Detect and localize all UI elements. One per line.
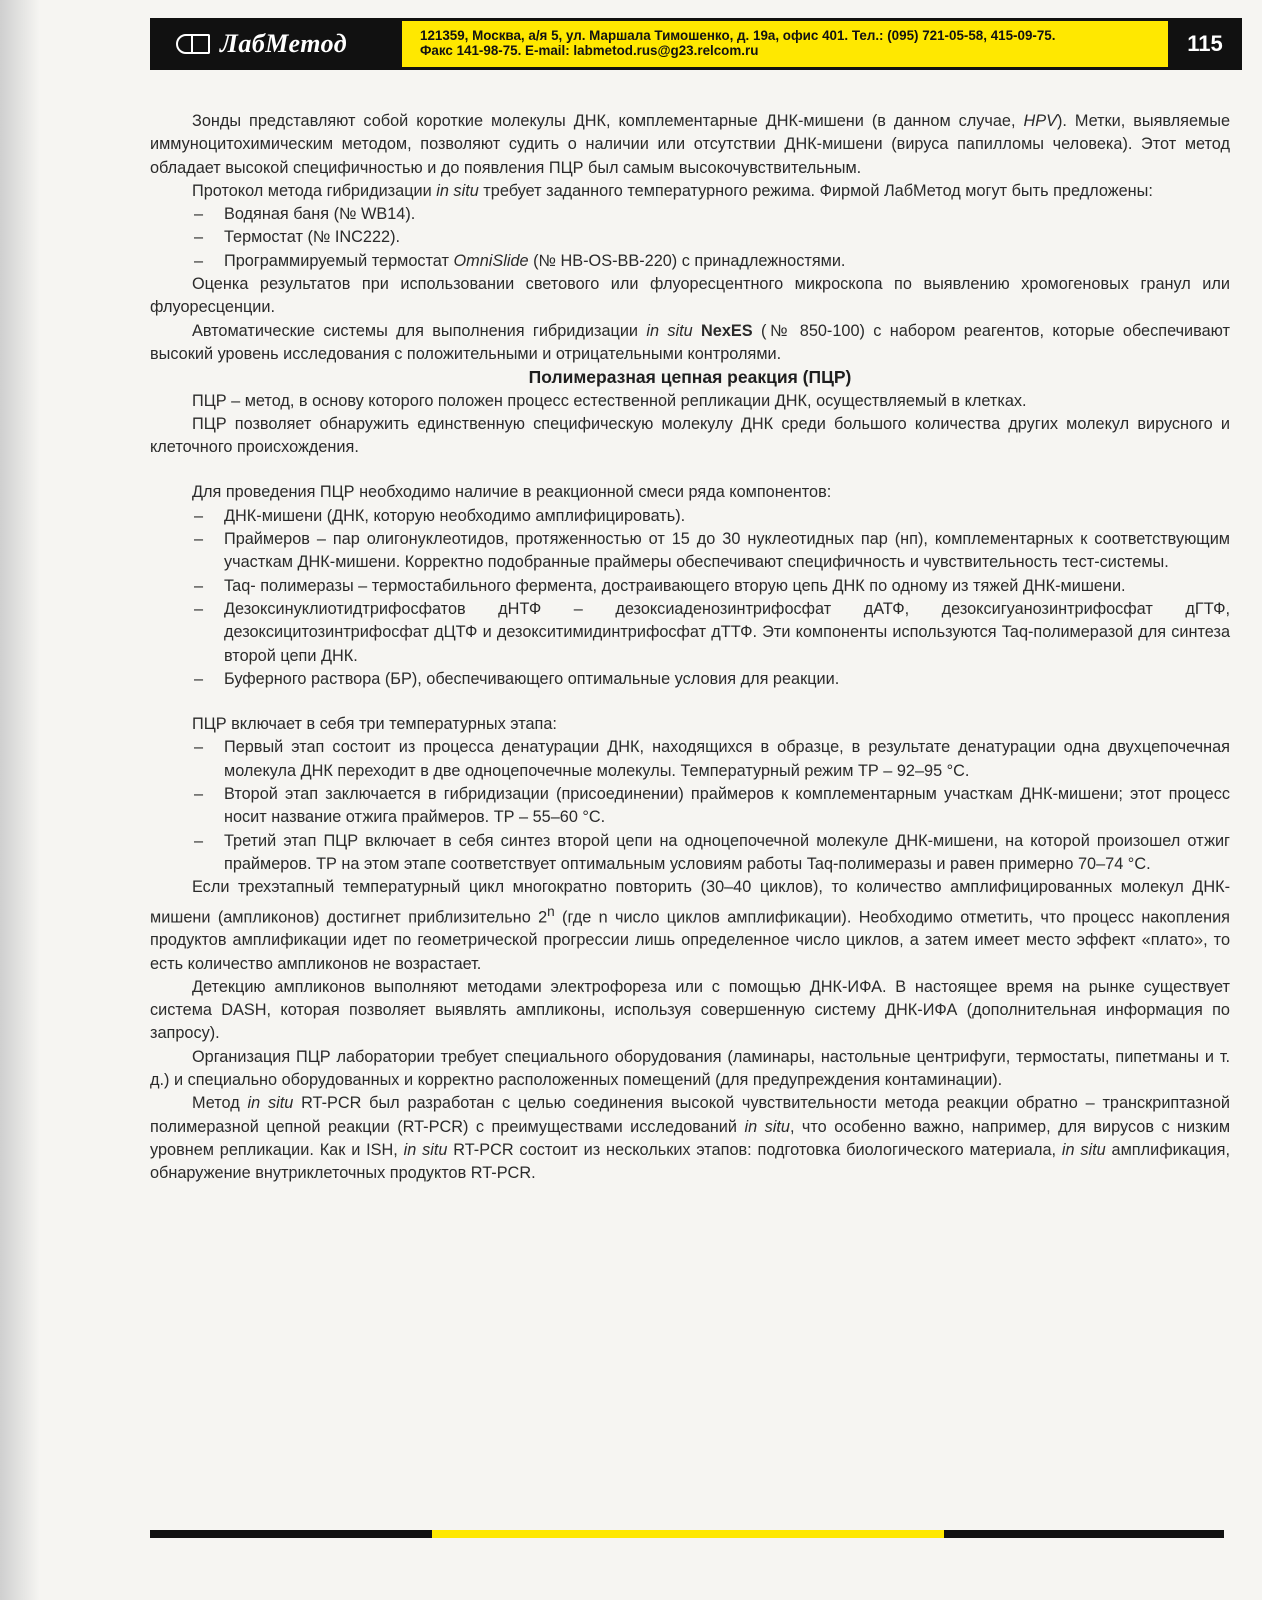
footer-rule-yellow (432, 1530, 944, 1538)
components-list (150, 505, 1230, 691)
list-marker: – (194, 738, 204, 757)
paragraph (150, 1092, 1230, 1185)
text: амплификация, обнаружение внутриклеточных продуктов RT-PCR. (150, 1140, 1230, 1183)
text: Метод (192, 1094, 248, 1113)
paragraph: ПЦР включает в себя три температурных этапа: (192, 715, 557, 734)
list-marker: – (194, 576, 204, 595)
paragraph (150, 110, 1230, 180)
contact-line-2: Факс 141-98-75. E-mail: labmetod.rus@g23.relcom.ru (420, 43, 759, 58)
equipment-list (150, 203, 1230, 273)
italic-term: in situ (646, 321, 693, 340)
text: Третий этап ПЦР включает в себя синтез второй цепи на одноцепочечной молекуле ДНК-мишени, на которой произошел отжиг праймеров. ТР на этом этапе соответствует оптимальным условиям работы Taq-полимеразы и равен примерно 70–74 °С. (224, 831, 1230, 873)
italic-term: in situ (436, 181, 479, 200)
list-marker: – (194, 205, 204, 224)
paragraph: Организация ПЦР лаборатории требует специального оборудования (ламинары, настольные центрифуги, термостаты, пипетманы и т. д.) и специально оборудованных и корректно расположенных помещений (для предупреждения контаминации). (150, 1047, 1230, 1089)
list-item (150, 736, 1230, 783)
footer-rule (150, 1530, 1224, 1538)
list-item (150, 203, 1230, 226)
text: RT-PCR был разработан с целью соединения высокой чувствительности метода реакции обратно – транскриптазной полимеразной цепной реакции (RT-PCR) с преимуществами исследований (150, 1094, 1230, 1136)
list-item (150, 528, 1230, 575)
list-item (150, 830, 1230, 877)
superscript: n (547, 903, 555, 919)
paragraph (150, 876, 1230, 976)
text: Автоматические системы для выполнения гибридизации (192, 321, 647, 340)
list-item (150, 598, 1230, 668)
text: Праймеров – пар олигонуклеотидов, протяженностью от 15 до 30 нуклеотидных пар (нп), комплементарных к соответствующим участкам ДНК-мишени. Корректно подобранные праймеры обеспечивают специфичность и чувствительность тест-системы. (224, 530, 1230, 572)
italic-term: in situ (744, 1117, 790, 1136)
list-item (150, 783, 1230, 830)
list-item (150, 575, 1230, 598)
section-heading: Полимеразная цепная реакция (ПЦР) (528, 367, 852, 388)
list-marker: – (194, 506, 204, 525)
text: (№ HB-OS-BB-220) с принадлежностями. (528, 251, 846, 270)
paragraph (150, 320, 1230, 367)
spacer (150, 691, 1230, 713)
text: Термостат (№ INC222). (224, 228, 401, 247)
list-marker: – (194, 251, 204, 270)
text: Программируемый термостат (224, 251, 454, 270)
list-marker: – (194, 785, 204, 804)
spacer (150, 459, 1230, 481)
list-item (150, 226, 1230, 249)
text: (где n число циклов амплификации). Необходимо отметить, что процесс накопления продуктов амплификации идет по геометрической прогрессии лишь определенное число циклов, а затем имеет место эффект «плато», то есть количество ампликонов не возрастает. (150, 907, 1230, 973)
list-item (150, 250, 1230, 273)
text: RT-PCR состоит из нескольких этапов: подготовка биологического материала, (447, 1140, 1062, 1159)
text: (№ 850-100) с набором реагентов, которые обеспечивают высокий уровень исследования с положительными и отрицательными контролями. (150, 321, 1230, 363)
paragraph: Детекцию ампликонов выполняют методами электрофореза или с помощью ДНК-ИФА. В настоящее время на рынке существует система DASH, которая позволяет выявлять ампликоны, используя совершенную систему ДНК-ИФА (дополнительная информация по запросу). (150, 977, 1230, 1043)
italic-term: in situ (403, 1140, 448, 1159)
paragraph: ПЦР – метод, в основу которого положен процесс естественной репликации ДНК, осуществляемый в клетках. (192, 391, 1027, 410)
paragraph (150, 180, 1230, 203)
contact-line-1: 121359, Москва, а/я 5, ул. Маршала Тимошенко, д. 19а, офис 401. Тел.: (095) 721-05-58, 415-09-75. (420, 28, 1056, 43)
scan-gutter-shadow (0, 0, 40, 1600)
footer-rule-black (150, 1530, 432, 1538)
paragraph: ПЦР позволяет обнаружить единственную специфическую молекулу ДНК среди большого количества других молекул вирусного и клеточного происхождения. (150, 414, 1230, 457)
brand-logo-icon (176, 34, 210, 54)
list-item (150, 668, 1230, 691)
brand-name: ЛабМетод (220, 29, 348, 58)
italic-term: in situ (1061, 1140, 1106, 1159)
text: Второй этап заключается в гибридизации (присоединении) праймеров к комплементарным участкам ДНК-мишени; этот процесс носит название отжига праймеров. ТР – 55–60 °С. (224, 785, 1230, 827)
text: , что особенно важно, например, для вирусов с низким уровнем репликации. Как и ISH, (150, 1117, 1231, 1159)
brand-block (150, 21, 402, 67)
page-header (150, 18, 1242, 70)
list-marker: – (194, 831, 204, 850)
italic-term: HPV (1023, 112, 1057, 130)
list-marker: – (194, 669, 204, 688)
list-marker: – (194, 599, 204, 618)
paragraph: Для проведения ПЦР необходимо наличие в реакционной смеси ряда компонентов: (192, 483, 832, 502)
text: Если трехэтапный температурный цикл многократно повторить (30–40 циклов), то количество амплифицированных молекул ДНК-мишени (ампликонов) достигнет приблизительно 2 (150, 878, 1230, 926)
list-item (150, 505, 1230, 528)
stages-list (150, 736, 1230, 876)
paragraph: Оценка результатов при использовании светового или флуоресцентного микроскопа по выявлению хромогеновых гранул или флуоресценции. (150, 275, 1230, 317)
text: ). Метки, выявляемые иммуноцитохимическим методом, позволяют судить о наличии или отсутствии ДНК-мишени (вируса папилломы человека). Этот метод обладает высокой специфичностью и до появления ПЦР был самым высокочувствительным. (150, 112, 1231, 177)
text: требует заданного температурного режима. Фирмой ЛабМетод могут быть предложены: (478, 181, 1153, 200)
text: Зонды представляют собой короткие молекулы ДНК, комплементарные ДНК-мишени (в данном случае, (192, 112, 1024, 130)
bold-term: NexES (701, 321, 753, 340)
italic-term: OmniSlide (453, 251, 529, 270)
text: Первый этап состоит из процесса денатурации ДНК, находящихся в образце, в результате денатурации одна двухцепочечная молекула ДНК переходит в две одноцепочечные молекулы. Температурный режим ТР – 92–95 °С. (224, 738, 1230, 780)
text: Протокол метода гибридизации (192, 181, 437, 200)
text: Водяная баня (№ WB14). (224, 205, 416, 224)
page-number: 115 (1168, 21, 1242, 67)
text: Дезоксинуклиотидтрифосфатов дНТФ – дезоксиаденозинтрифосфат дАТФ, дезоксигуанозинтрифосфат дГТФ, дезоксицитозинтрифосфат дЦТФ и дезокситимидинтрифосфат дТТФ. Эти компоненты используются Taq-полимеразой для синтеза второй цепи ДНК. (224, 599, 1230, 665)
list-marker: – (194, 228, 204, 247)
text: Taq- полимеразы – термостабильного фермента, достраивающего вторую цепь ДНК по одному из тяжей ДНК-мишени. (224, 576, 1126, 595)
text: Буферного раствора (БР), обеспечивающего оптимальные условия для реакции. (224, 669, 840, 688)
italic-term: in situ (247, 1094, 294, 1113)
footer-rule-black (944, 1530, 1224, 1538)
page-body (150, 110, 1230, 1185)
list-marker: – (194, 530, 204, 549)
contact-info (402, 21, 1168, 67)
text: ДНК-мишени (ДНК, которую необходимо амплифицировать). (224, 506, 686, 525)
